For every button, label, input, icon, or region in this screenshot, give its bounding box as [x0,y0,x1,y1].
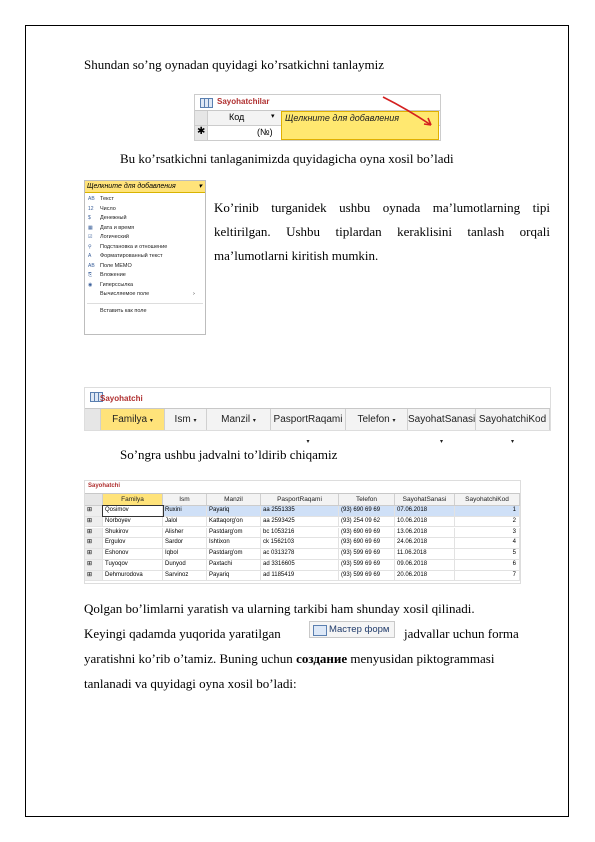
menu-item-memo[interactable] [85,262,205,272]
column-label: Ism [174,414,191,425]
paragraph-1: Shundan so’ng oynadan quyidagi ko’rsatkichni tanlaymiz [84,57,385,72]
paragraph-6-end: jadvallar uchun forma [404,626,519,641]
column-dropdown-icon: ▾ [271,113,275,120]
paragraph-2: Bu ko’rsatkichni tanlaganimizda quyidagicha oyna xosil bo’ladi [120,151,454,166]
table-cell[interactable]: 09.06.2018 [395,560,455,570]
table-cell[interactable]: Payariq [207,506,261,516]
table-cell[interactable]: Payariq [207,571,261,581]
calculated-icon [88,292,94,297]
column-sanasi[interactable] [408,409,476,445]
table-cell[interactable]: Alisher [163,528,207,538]
table-cell[interactable]: Ishtixon [207,538,261,548]
table-cell[interactable]: Eshonov [103,549,163,559]
menu-item-label: Вложение [100,272,126,278]
menu-item-boolean[interactable] [85,233,205,243]
table-row[interactable] [85,549,520,560]
menu-item-label: Подстановка и отношение [100,243,168,250]
table-cell[interactable]: Ergulov [103,538,163,548]
column-sanasi[interactable]: SayohatSanasi [395,494,455,505]
table-cell[interactable]: Jalol [163,517,207,527]
paragraph-3 [214,196,550,268]
memo-icon: AB [88,262,95,269]
menu-item-label: Форматированный текст [100,253,163,259]
table-cell[interactable]: 7 [455,571,520,581]
menu-item-rich-text[interactable] [85,252,205,262]
expand-icon[interactable]: ⊞ [85,549,103,559]
new-record-icon: ✱ [197,126,206,137]
paragraph-8: tanlanadi va quyidagi oyna xosil bo’ladi: [84,676,297,691]
table-cell[interactable]: Sardor [163,538,207,548]
dropdown-icon: ▾ [193,418,197,424]
dropdown-icon: ▾ [306,439,310,445]
red-arrow-annotation [195,95,442,142]
table-tab [85,388,550,409]
column-label: Familya [112,414,148,425]
table-cell[interactable]: Iqbol [163,549,207,559]
row-selector [85,494,103,505]
paragraph-7 [84,651,494,666]
menu-item-calculated[interactable] [85,290,205,300]
menu-item-lookup[interactable] [85,243,205,253]
table-cell[interactable]: Pastdarg'om [207,549,261,559]
menu-item-label: Логический [100,234,129,240]
hyperlink-icon: ◉ [88,281,93,288]
row-selector [85,409,101,430]
menu-item-number[interactable] [85,205,205,215]
currency-type-icon: $ [88,215,91,221]
chevron-right-icon: › [193,291,195,297]
table-row[interactable] [85,560,520,571]
table-tab [85,481,520,494]
table-cell[interactable]: 20.06.2018 [395,571,455,581]
expand-icon[interactable]: ⊞ [85,560,103,570]
menu-item-label: Денежный [100,215,127,221]
autonumber-cell: (№) [257,127,273,137]
column-familya[interactable] [101,409,165,430]
table-cell[interactable]: Dehmurodova [103,571,163,581]
table-cell[interactable]: Kattaqorg'on [207,517,261,527]
table-row[interactable] [85,506,520,517]
column-label: Manzil [221,414,251,425]
rich-text-icon: A [88,253,92,259]
chevron-down-icon: ▾ [198,183,202,190]
table-body [85,506,520,583]
table-cell[interactable]: (93) 599 69 69 [339,560,395,570]
table-cell[interactable]: (93) 599 69 69 [339,549,395,559]
paragraph-7-bold: создание [296,651,348,666]
expand-icon[interactable]: ⊞ [85,571,103,581]
column-label: PasportRaqami [273,414,343,425]
table-cell[interactable]: (93) 254 09 62 [339,517,395,527]
column-pasport[interactable] [271,409,346,445]
column-kod[interactable]: Код [229,112,245,122]
dropdown-icon: ▾ [149,418,153,424]
column-telefon[interactable]: Telefon [339,494,395,505]
number-type-icon: 12 [88,205,94,212]
menu-item-hyperlink[interactable] [85,281,205,291]
table-cell[interactable]: Paxtachi [207,560,261,570]
table-cell[interactable]: 3 [455,528,520,538]
table-cell[interactable]: 5 [455,549,520,559]
paragraph-6-start: Keyingi qadamda yuqorida yaratilgan [84,626,281,641]
table-cell[interactable]: aa 2593425 [261,517,339,527]
table-cell[interactable]: 4 [455,538,520,548]
table-cell[interactable]: (93) 690 69 69 [339,506,395,516]
dropdown-icon: ▾ [392,418,396,424]
table-header-screenshot [194,94,441,141]
menu-item-datetime[interactable] [85,224,205,234]
menu-header[interactable] [85,181,205,193]
menu-item-label: Гиперссылка [100,281,134,288]
table-cell[interactable]: Norboyev [103,517,163,527]
table-cell[interactable]: (93) 599 69 69 [339,571,395,581]
column-label: SayohatchiKod [478,414,547,425]
table-cell[interactable]: 6 [455,560,520,570]
header-row [85,409,550,445]
table-cell[interactable]: 13.06.2018 [395,528,455,538]
table-cell[interactable]: 07.06.2018 [395,506,455,516]
column-kod[interactable] [476,409,550,445]
table-cell[interactable]: Dunyod [163,560,207,570]
column-familya[interactable]: Familya [103,494,163,505]
menu-item-currency[interactable] [85,214,205,224]
paragraph-4: So’ngra ushbu jadvalni to’ldirib chiqamiz [120,447,338,462]
table-tab-label: Sayohatchi [88,483,121,489]
column-pasport[interactable]: PasportRaqami [261,494,339,505]
paragraph-3-line-1: Ko’rinib turganidek ushbu oynada ma’lumotlarning tipi [214,200,550,215]
paragraph-7-start: yaratishni ko’rib o’tamiz. Buning uchun [84,651,297,666]
add-column-label: Щелкните для добавления [285,113,400,123]
expand-icon[interactable]: ⊞ [85,517,103,527]
table-tab-label: Sayohatchi [100,394,143,403]
table-row[interactable] [85,517,520,528]
menu-item-attachment[interactable] [85,271,205,281]
filled-table-screenshot [84,480,521,584]
table-cell[interactable]: Ruxini [163,506,207,516]
table-cell[interactable]: Tuyoqov [103,560,163,570]
column-ism[interactable] [165,409,207,430]
table-cell[interactable]: ac 0313278 [261,549,339,559]
lookup-icon: ⚲ [88,243,92,250]
column-label: SayohatSanasi [408,414,476,425]
menu-item-label: Дата и время [100,224,135,231]
table-cell[interactable]: Sarvinoz [163,571,207,581]
menu-divider [87,303,203,304]
table-cell[interactable]: aa 2551335 [261,506,339,516]
menu-item-label: Текст [100,196,114,202]
menu-item-label: Вычисляемое поле [100,291,150,297]
form-wizard-button[interactable] [309,621,395,638]
form-wizard-icon [313,625,327,636]
expand-icon[interactable]: ⊞ [85,506,103,516]
table-cell[interactable]: (93) 690 69 69 [339,528,395,538]
paragraph-3-line-2: keltirilgan. Ushbu tiplardan keraklisini tanlash orqali [214,224,550,239]
menu-item-paste-as-field[interactable] [85,307,205,317]
dropdown-icon: ▾ [252,418,256,424]
dropdown-icon: ▾ [510,439,514,445]
table-cell[interactable]: 24.06.2018 [395,538,455,548]
header-row [85,494,520,506]
table-cell[interactable]: Pastdarg'om [207,528,261,538]
paragraph-7-end: menyusidan piktogrammasi [347,651,495,666]
paragraph-3-line-3: ma’lumotlarni kiritish mumkin. [214,248,379,263]
table-cell[interactable]: 1 [455,506,520,516]
table-cell[interactable]: 2 [455,517,520,527]
table-row[interactable] [85,571,520,582]
table-cell[interactable]: Qosimov [103,506,163,516]
column-manzil[interactable] [207,409,271,430]
paste-icon [88,309,94,314]
table-cell[interactable]: bc 1053216 [261,528,339,538]
data-type-menu-screenshot [84,180,206,335]
menu-item-label: Вставить как поле [100,307,147,314]
calendar-icon: ▦ [88,224,93,231]
column-kod[interactable]: SayohatchiKod [455,494,520,505]
text-type-icon: AB [88,196,95,202]
table-cell[interactable]: ad 1185419 [261,571,339,581]
paragraph-5: Qolgan bo’limlarni yaratish va ularning tarkibi ham shunday xosil qilinadi. [84,601,475,616]
table-row[interactable] [85,538,520,549]
table-cell[interactable]: Shukirov [103,528,163,538]
dropdown-icon: ▾ [439,439,443,445]
column-ism[interactable]: Ism [163,494,207,505]
table-cell[interactable]: ad 3316605 [261,560,339,570]
menu-item-label: Число [100,205,116,212]
expand-icon[interactable]: ⊞ [85,538,103,548]
empty-table-screenshot [84,387,551,445]
column-label: Telefon [357,414,390,425]
menu-item-text[interactable] [85,195,205,205]
checkbox-icon: ☑ [88,234,93,240]
table-tab-label: Sayohatchilar [217,97,270,106]
column-manzil[interactable]: Manzil [207,494,261,505]
table-cell[interactable]: ck 1562103 [261,538,339,548]
table-row[interactable] [85,528,520,539]
column-telefon[interactable] [346,409,408,430]
table-cell[interactable]: 10.06.2018 [395,517,455,527]
table-cell[interactable]: 11.06.2018 [395,549,455,559]
form-wizard-label: Мастер форм [329,624,390,635]
menu-header-label: Щелкните для добавления [87,183,176,190]
table-cell[interactable]: (93) 690 69 69 [339,538,395,548]
attachment-icon: ⎘ [88,272,93,278]
menu-item-label: Поле MEMO [100,262,132,269]
expand-icon[interactable]: ⊞ [85,528,103,538]
